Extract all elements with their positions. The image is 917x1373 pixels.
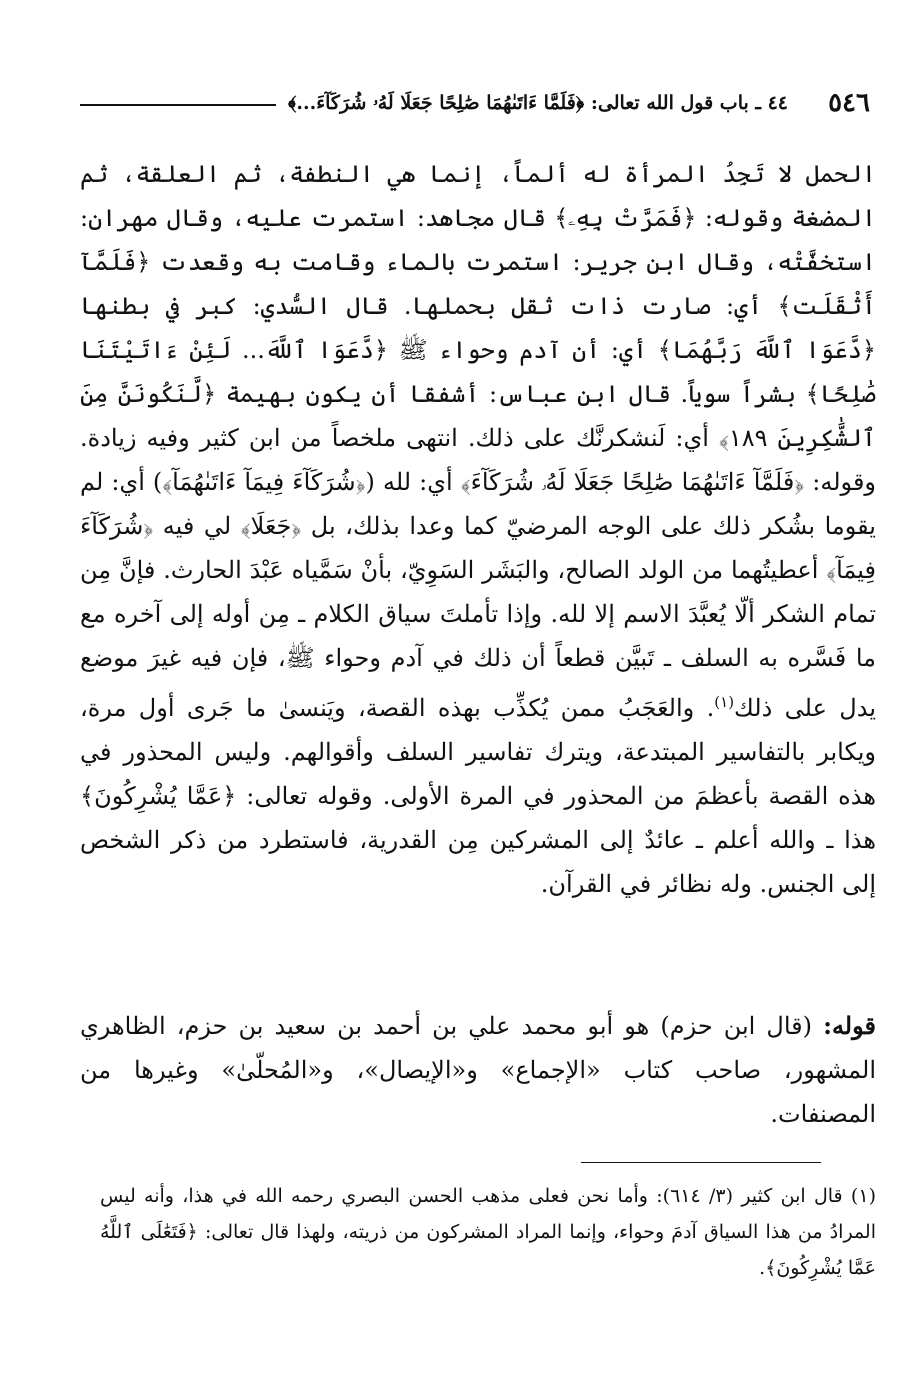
footnote-1: (١) قال ابن كثير (٣/ ٦١٤): وأما نحن فعلى مذهب الحسن البصري رحمه الله في هذا، وأنه ليس المرادُ من هذا السياق آدمَ وحواء، وإنما المراد المشركون من ذريته، ولهذا قال تعالى: ﴿فَتَعَٰلَى ٱللَّهُ عَمَّا يُشْرِكُونَ﴾. — [100, 1185, 876, 1279]
footnote-separator — [581, 1162, 821, 1163]
page-number: ٥٤٦ — [828, 88, 870, 118]
paragraph-commentary-tail: . والعَجَبُ ممن يُكذِّب بهذه القصة، ويَنسىٰ ما جَرى أول مرة، ويكابر بالتفاسير المبتدعة، ويترك تفاسير السلف وأقوالهم. وليس المحذور في هذه القصة بأعظمَ من المحذور في المرة الأولى. وقوله تعالى: ﴿عَمَّا يُشْرِكُونَ﴾ هذا ـ والله أعلم ـ عائدٌ إلى المشركين مِن القدرية، فاستطرد من ذكر الشخص إلى الجنس. وله نظائر في القرآن. — [80, 694, 876, 898]
paragraph-ibn-hazm-text: (قال ابن حزم) هو أبو محمد علي بن أحمد بن سعيد بن حزم، الظاهري المشهور، صاحب كتاب «الإجماع» و«الإيصال»، و«المُحلّىٰ» وغيرها من المصنفات. — [80, 1012, 876, 1128]
footnote-reference: (١) — [714, 693, 735, 711]
paragraph-commentary-text: الحمل لا تَجِدُ المرأة له ألماً، إنما هي النطفة، ثم العلقة، ثم المضغة وقوله: ﴿فَمَرَّتْ بِهِۦ﴾ قال مجاهد: استمرت عليه، وقال مهران: استخفَّتْه، وقال ابن جرير: استمرت بالماء وقامت به وقعدت ﴿فَلَمَّآ أَثْقَلَت﴾ أي: صارت ذات ثقل بحملها. قال السُّدي: كبر في بطنها ﴿دَّعَوَا ٱللَّهَ رَبَّهُمَا﴾ أي: أن آدم وحواء ﷺ ﴿دَّعَوَا ٱللَّهَ... لَئِنْ ءَاتَيْتَنَا صَٰلِحًا﴾ بشراً سوياً. قال ابن عباس: أشفقا أن يكون بهيمة ﴿لَّنَكُونَنَّ مِنَ ٱلشَّٰكِرِينَ ١٨٩﴾ أي: لَنشكرنَّك على ذلك. انتهى ملخصاً من ابن كثير وفيه زيادة. وقوله: ﴿فَلَمَّآ ءَاتَىٰهُمَا صَٰلِحًا جَعَلَا لَهُۥ شُرَكَآءَ﴾ أي: لله (﴿شُرَكَآءَ فِيمَآ ءَاتَىٰهُمَآ﴾) أي: لم يقوما بشُكر ذلك على الوجه المرضيّ كما وعدا بذلك، بل ﴿جَعَلَا﴾ لي فيه ﴿شُرَكَآءَ فِيمَآ﴾ أعطيتُهما من الولد الصالح، والبَشَر السَوِيّ، بأنْ سَمَّياه عَبْدَ الحارث. فإنَّ مِن تمام الشكر ألّا يُعبَّدَ الاسم إلا لله. وإذا تأملتَ سياق الكلام ـ مِن أوله إلى آخره مع ما فَسَّره به السلف ـ تَبيَّن قطعاً أن ذلك في آدم وحواء ﷺ، فإن فيه غيرَ موضع يدل على ذلك — [80, 160, 877, 722]
chapter-title: ٤٤ ـ باب قول الله تعالى: ﴿فَلَمَّا ءَاتَىٰهُمَا صَٰلِحًا جَعَلَا لَهُۥ شُرَكَآءَ...﴾ — [287, 92, 788, 114]
paragraph-lead: قوله: — [823, 1011, 876, 1040]
page-header — [80, 88, 870, 122]
paragraph-ibn-hazm — [80, 1004, 876, 1136]
paragraph-commentary — [80, 152, 876, 906]
header-rule — [80, 104, 276, 106]
footnotes — [100, 1178, 876, 1286]
main-text — [80, 152, 876, 906]
